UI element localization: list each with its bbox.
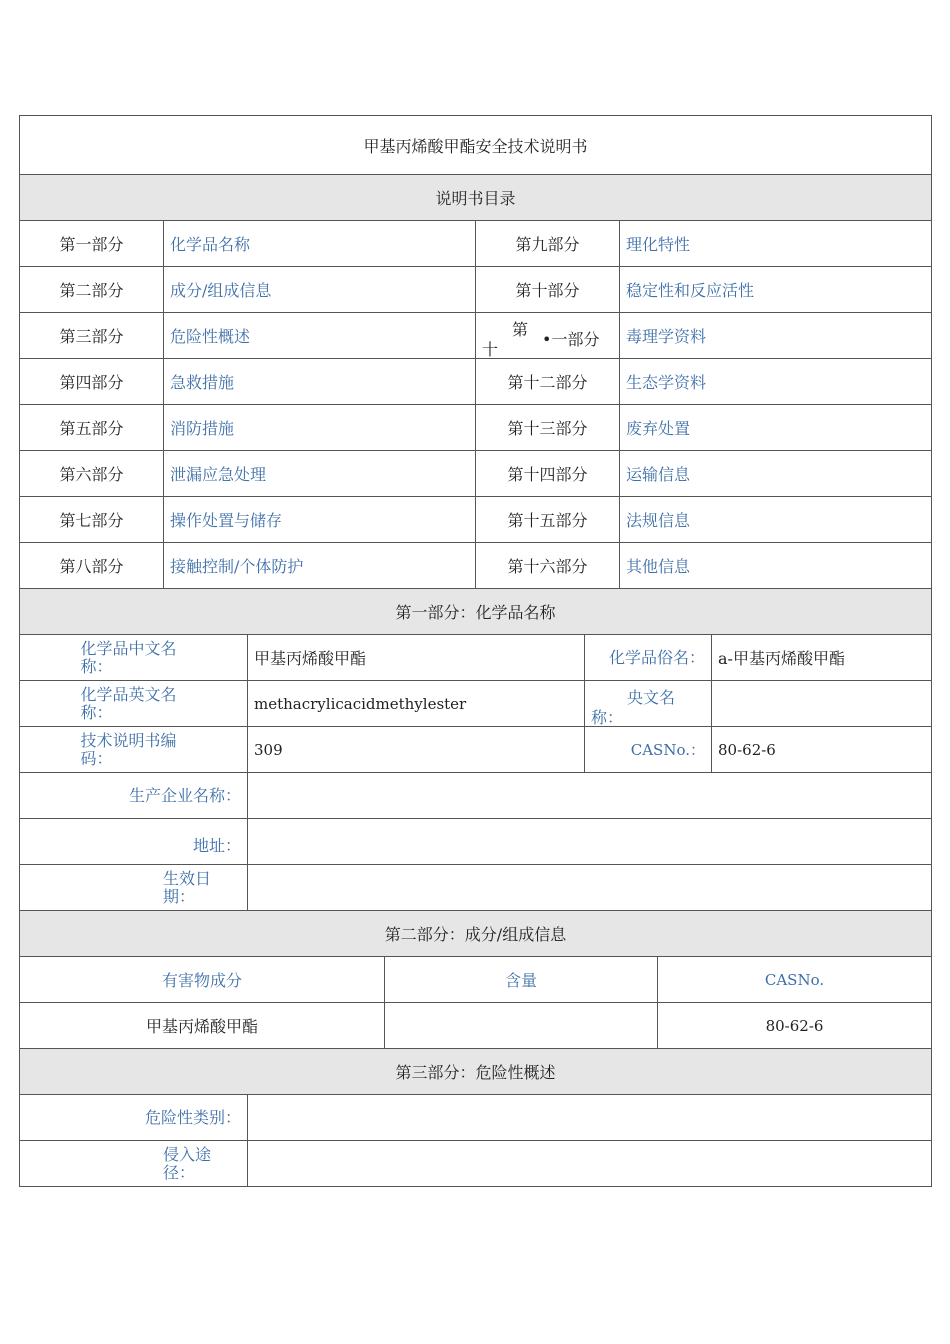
toc-link[interactable]: 理化特性 (620, 221, 932, 267)
toc-part-11 (476, 313, 620, 359)
toc-part: 第十四部分 (476, 451, 620, 497)
section3-heading: 第三部分：危险性概述 (20, 1049, 932, 1095)
common-name-label: 化学品俗名： (585, 635, 712, 681)
route-value (248, 1141, 932, 1187)
cn-name-label-cell (20, 635, 248, 681)
date-label: 生效日期： (163, 868, 212, 906)
toc-row (20, 359, 932, 405)
toc-part: 第二部分 (20, 267, 164, 313)
toc-row (20, 451, 932, 497)
hazard-value (248, 1095, 932, 1141)
section1-table (19, 588, 932, 911)
part11-piece-a: 第 (512, 320, 529, 339)
cas-label: CASNo.： (585, 727, 712, 773)
safety-data-sheet (19, 115, 931, 1187)
yangwen-label-cell (585, 681, 712, 727)
toc-part: 第十六部分 (476, 543, 620, 589)
toc-part: 第十部分 (476, 267, 620, 313)
part11-piece-c: •一部分 (542, 330, 600, 349)
toc-link[interactable]: 法规信息 (620, 497, 932, 543)
toc-row (20, 267, 932, 313)
en-name-label-cell (20, 681, 248, 727)
yangwen-value (712, 681, 932, 727)
col-component-header: 有害物成分 (20, 957, 385, 1003)
toc-link[interactable]: 接触控制/个体防护 (164, 543, 476, 589)
cn-name-label: 化学品中文名称： (80, 638, 177, 676)
en-name-value: methacrylicacidmethylester (248, 681, 585, 727)
content-cell (385, 1003, 658, 1049)
cas-cell: 80-62-6 (658, 1003, 932, 1049)
toc-link[interactable]: 操作处置与储存 (164, 497, 476, 543)
toc-row (20, 221, 932, 267)
toc-row (20, 313, 932, 359)
date-value (248, 865, 932, 911)
route-label: 侵入途径： (163, 1144, 212, 1182)
toc-part: 第七部分 (20, 497, 164, 543)
yangwen-piece-b: 称： (591, 708, 624, 727)
doc-no-label: 技术说明书编码： (80, 730, 177, 768)
cn-name-value: 甲基丙烯酸甲酯 (248, 635, 585, 681)
en-name-label: 化学品英文名称： (80, 684, 177, 722)
toc-part: 第三部分 (20, 313, 164, 359)
common-name-value: a-甲基丙烯酸甲酯 (712, 635, 932, 681)
toc-row (20, 497, 932, 543)
section2-table (19, 910, 932, 1049)
toc-heading: 说明书目录 (20, 175, 932, 221)
address-value (248, 819, 932, 865)
toc-part: 第一部分 (20, 221, 164, 267)
toc-part: 第十三部分 (476, 405, 620, 451)
section1-heading: 第一部分：化学品名称 (20, 589, 932, 635)
toc-part: 第八部分 (20, 543, 164, 589)
col-content-header: 含量 (385, 957, 658, 1003)
toc-link[interactable]: 泄漏应急处理 (164, 451, 476, 497)
component-cell: 甲基丙烯酸甲酯 (20, 1003, 385, 1049)
toc-link[interactable]: 危险性概述 (164, 313, 476, 359)
toc-link[interactable]: 化学品名称 (164, 221, 476, 267)
maker-value (248, 773, 932, 819)
maker-label: 生产企业名称： (20, 773, 248, 819)
part11-piece-b: 十 (482, 340, 499, 359)
document-title: 甲基丙烯酸甲酯安全技术说明书 (20, 116, 932, 175)
date-label-cell (20, 865, 248, 911)
toc-table (19, 115, 932, 589)
toc-part: 第九部分 (476, 221, 620, 267)
toc-row (20, 405, 932, 451)
route-label-cell (20, 1141, 248, 1187)
toc-link[interactable]: 稳定性和反应活性 (620, 267, 932, 313)
toc-row (20, 543, 932, 589)
table-row (20, 1003, 932, 1049)
toc-part: 第十五部分 (476, 497, 620, 543)
toc-link[interactable]: 运输信息 (620, 451, 932, 497)
section3-table (19, 1048, 932, 1187)
cas-value: 80-62-6 (712, 727, 932, 773)
toc-link[interactable]: 毒理学资料 (620, 313, 932, 359)
toc-link[interactable]: 生态学资料 (620, 359, 932, 405)
toc-part: 第四部分 (20, 359, 164, 405)
toc-part: 第十二部分 (476, 359, 620, 405)
toc-link[interactable]: 其他信息 (620, 543, 932, 589)
toc-part: 第五部分 (20, 405, 164, 451)
section2-heading: 第二部分：成分/组成信息 (20, 911, 932, 957)
toc-part: 第六部分 (20, 451, 164, 497)
toc-link[interactable]: 消防措施 (164, 405, 476, 451)
toc-link[interactable]: 废弃处置 (620, 405, 932, 451)
doc-no-value: 309 (248, 727, 585, 773)
doc-no-label-cell (20, 727, 248, 773)
hazard-label: 危险性类别： (20, 1095, 248, 1141)
toc-link[interactable]: 急救措施 (164, 359, 476, 405)
yangwen-piece-a: 央文名 (627, 688, 676, 707)
col-cas-header: CASNo. (658, 957, 932, 1003)
address-label: 地址： (20, 819, 248, 865)
toc-link[interactable]: 成分/组成信息 (164, 267, 476, 313)
